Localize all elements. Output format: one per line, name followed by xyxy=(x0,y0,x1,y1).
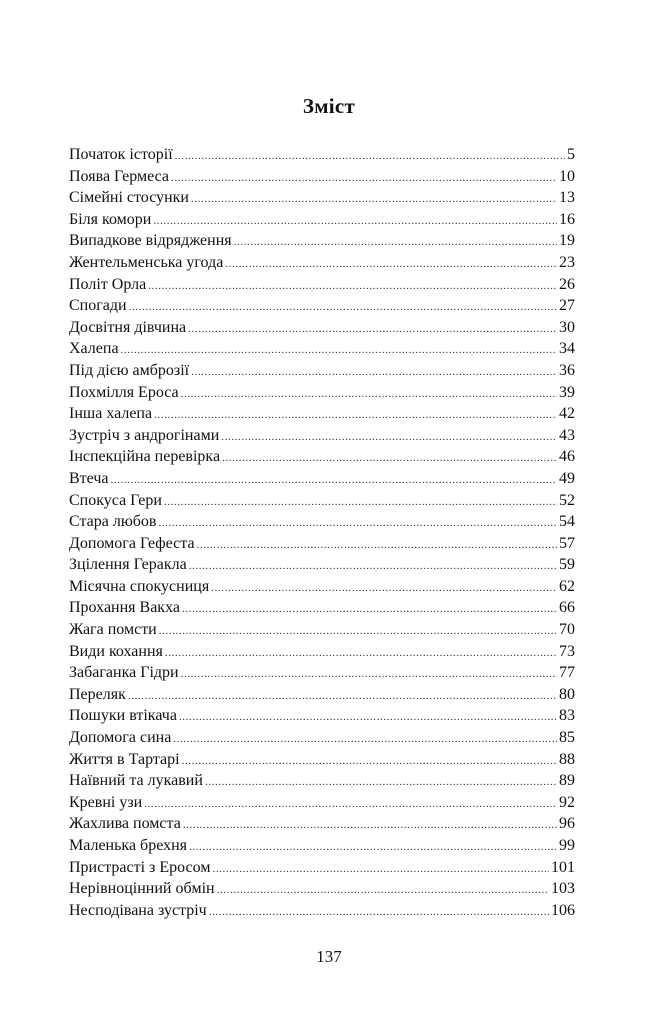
dot-leader xyxy=(173,729,557,751)
toc-entry-page: 101 xyxy=(551,858,575,876)
toc-entry xyxy=(69,619,575,641)
toc-entry xyxy=(69,705,575,727)
toc-entry-page: 80 xyxy=(559,685,575,703)
dot-leader xyxy=(222,448,557,470)
dot-leader xyxy=(129,297,557,319)
dot-leader xyxy=(209,902,549,924)
toc-entry xyxy=(69,252,575,274)
page-number: 137 xyxy=(316,947,342,966)
toc-entry-page: 19 xyxy=(559,232,575,250)
toc-entry-title: Жага помсти xyxy=(69,621,157,639)
toc-entry-page: 36 xyxy=(559,361,575,379)
toc-entry-page: 42 xyxy=(559,405,575,423)
toc-entry-title: Допомога сина xyxy=(69,729,172,747)
toc-entry-page: 5 xyxy=(567,146,575,163)
dot-leader xyxy=(211,578,557,600)
toc-entry-page: 73 xyxy=(559,642,575,660)
toc-entry xyxy=(69,511,575,533)
dot-leader xyxy=(154,405,557,427)
toc-entry xyxy=(69,468,575,490)
toc-entry xyxy=(69,446,575,468)
dot-leader xyxy=(182,751,557,773)
dot-leader xyxy=(197,535,557,557)
dot-leader xyxy=(234,232,557,254)
dot-leader xyxy=(148,276,557,298)
toc-entry-page: 13 xyxy=(559,189,575,207)
dot-leader xyxy=(183,815,557,837)
toc-entry-title: Кревні узи xyxy=(69,793,143,811)
dot-leader xyxy=(188,319,557,341)
dot-leader xyxy=(159,621,557,643)
toc-entry-title: Прохання Вакха xyxy=(69,599,180,617)
dot-leader xyxy=(189,556,557,578)
toc-entry xyxy=(69,662,575,684)
toc-entry-title: Переляк xyxy=(69,685,126,703)
dot-leader xyxy=(189,837,557,859)
dot-leader xyxy=(212,859,549,881)
toc-entry-page: 85 xyxy=(559,729,575,747)
toc-entry-title: Несподівана зустріч xyxy=(69,901,207,919)
dot-leader xyxy=(164,492,557,514)
toc-entry-title: Похмілля Ероса xyxy=(69,383,179,401)
toc-entry-title: Спогади xyxy=(69,297,127,315)
page-title: Зміст xyxy=(302,94,356,118)
toc-entry-page: 99 xyxy=(559,837,575,854)
toc-entry-title: Життя в Тартарі xyxy=(69,750,180,768)
dot-leader xyxy=(175,146,565,168)
toc-entry-title: Нерівноцінний обмін xyxy=(69,880,215,898)
toc-entry-title: Види кохання xyxy=(69,642,163,660)
dot-leader xyxy=(221,427,557,449)
dot-leader xyxy=(165,643,557,665)
dot-leader xyxy=(111,470,557,492)
toc-entry xyxy=(69,187,575,209)
toc-entry-page: 46 xyxy=(559,448,575,466)
toc-entry xyxy=(69,382,575,404)
dot-leader xyxy=(179,707,557,729)
toc-entry-page: 16 xyxy=(559,210,575,228)
toc-entry-page: 26 xyxy=(559,275,575,293)
toc-entry xyxy=(69,230,575,252)
toc-entry-page: 34 xyxy=(559,340,575,358)
toc-entry xyxy=(69,835,575,857)
dot-leader xyxy=(144,794,557,816)
toc-entry-title: Сімейні стосунки xyxy=(69,189,189,207)
toc-entry-page: 52 xyxy=(559,491,575,509)
toc-entry xyxy=(69,425,575,447)
toc-entry xyxy=(69,684,575,706)
toc-entry xyxy=(69,338,575,360)
toc-entry-page: 54 xyxy=(559,513,575,531)
toc-entry xyxy=(69,317,575,339)
toc-entry-page: 106 xyxy=(551,901,575,919)
toc-entry-page: 70 xyxy=(559,621,575,639)
dot-leader xyxy=(158,513,557,535)
toc-entry-title: Стара любов xyxy=(69,513,157,531)
toc-entry xyxy=(69,490,575,512)
toc-entry xyxy=(69,360,575,382)
toc-entry xyxy=(69,857,575,879)
toc-entry-page: 57 xyxy=(559,534,575,552)
toc-entry-title: Жентельменська угода xyxy=(69,253,224,271)
toc-entry-title: Зцілення Геракла xyxy=(69,556,187,574)
toc-entry xyxy=(69,166,575,188)
toc-entry xyxy=(69,576,575,598)
toc-entry xyxy=(69,295,575,317)
toc-entry-page: 88 xyxy=(559,750,575,768)
dot-leader xyxy=(191,362,557,384)
toc-entry-page: 39 xyxy=(559,383,575,401)
toc-entry-page: 83 xyxy=(559,707,575,725)
toc-entry-title: Зустріч з андрогінами xyxy=(69,426,220,444)
toc-entry-title: Пристрасті з Еросом xyxy=(69,858,211,876)
dot-leader xyxy=(191,189,557,211)
toc-entry-page: 66 xyxy=(559,599,575,617)
dot-leader xyxy=(128,686,557,708)
toc-entry-title: Забаганка Гідри xyxy=(69,664,179,682)
toc-entry xyxy=(69,533,575,555)
toc-entry-page: 77 xyxy=(559,664,575,682)
toc-entry-page: 62 xyxy=(559,577,575,595)
dot-leader xyxy=(181,384,557,406)
toc-entry-page: 96 xyxy=(559,815,575,833)
toc-entry-title: Маленька брехня xyxy=(69,837,187,854)
toc-entry-title: Наївний та лукавий xyxy=(69,772,203,790)
toc-entry-title: Досвітня дівчина xyxy=(69,318,187,336)
toc-entry-title: Інспекційна перевірка xyxy=(69,448,221,466)
toc-entry-title: Інша халепа xyxy=(69,405,153,423)
toc-entry-page: 23 xyxy=(559,253,575,271)
toc-entry-title: Випадкове відрядження xyxy=(69,232,232,250)
dot-leader xyxy=(153,211,557,233)
toc-entry xyxy=(69,813,575,835)
toc-entry xyxy=(69,900,575,922)
toc-entry-page: 43 xyxy=(559,426,575,444)
toc-entry-page: 27 xyxy=(559,297,575,315)
toc-entry-title: Жахлива помста xyxy=(69,815,181,833)
dot-leader xyxy=(205,772,557,794)
toc-entry xyxy=(69,792,575,814)
dot-leader xyxy=(182,599,557,621)
toc-entry xyxy=(69,209,575,231)
toc-entry-title: Пошуки втікача xyxy=(69,707,177,725)
toc-entry xyxy=(69,770,575,792)
toc-entry xyxy=(69,597,575,619)
toc-entry xyxy=(69,554,575,576)
toc-entry-title: Політ Орла xyxy=(69,275,147,293)
dot-leader xyxy=(121,340,557,362)
toc-entry-page: 10 xyxy=(559,167,575,185)
dot-leader xyxy=(225,254,557,276)
toc-entry-title: Під дією амброзії xyxy=(69,361,190,379)
toc-entry xyxy=(69,144,575,166)
toc-entry xyxy=(69,274,575,296)
toc-entry xyxy=(69,403,575,425)
dot-leader xyxy=(171,168,557,190)
toc-entry-page: 92 xyxy=(559,793,575,811)
toc-entry xyxy=(69,727,575,749)
toc-entry-page: 59 xyxy=(559,556,575,574)
toc-entry-page: 30 xyxy=(559,318,575,336)
toc-entry xyxy=(69,641,575,663)
table-of-contents xyxy=(69,144,575,921)
toc-entry-title: Біля комори xyxy=(69,210,152,228)
toc-entry-title: Поява Гермеса xyxy=(69,167,169,185)
dot-leader xyxy=(217,880,549,902)
toc-entry-page: 49 xyxy=(559,469,575,487)
toc-entry xyxy=(69,878,575,900)
toc-entry-page: 89 xyxy=(559,772,575,790)
toc-entry-title: Початок історії xyxy=(69,146,173,163)
toc-entry-title: Місячна спокусниця xyxy=(69,577,210,595)
toc-entry-title: Халепа xyxy=(69,340,119,358)
toc-entry xyxy=(69,749,575,771)
toc-entry-title: Допомога Гефеста xyxy=(69,534,195,552)
toc-entry-page: 103 xyxy=(551,880,575,898)
toc-entry-title: Втеча xyxy=(69,469,109,487)
toc-entry-title: Спокуса Гери xyxy=(69,491,162,509)
dot-leader xyxy=(181,664,557,686)
